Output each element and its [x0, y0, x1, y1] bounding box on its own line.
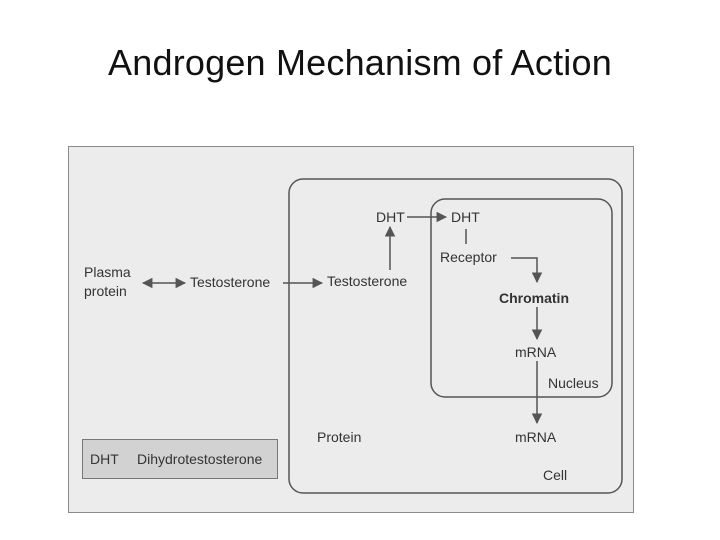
node-testosterone-outside: Testosterone — [190, 274, 271, 290]
label-cell: Cell — [543, 467, 568, 483]
cell-boundary — [289, 179, 622, 493]
node-plasma-protein-line2: protein — [84, 283, 127, 299]
node-dht-cytoplasm: DHT — [376, 209, 405, 225]
legend-abbreviation: DHT — [90, 451, 119, 467]
node-chromatin: Chromatin — [499, 290, 569, 306]
node-mrna-cell: mRNA — [515, 429, 557, 445]
node-receptor: Receptor — [440, 249, 497, 265]
diagram-figure — [68, 146, 634, 513]
arrow-receptor-to-chromatin — [511, 258, 537, 282]
node-plasma-protein-line1: Plasma — [84, 264, 131, 280]
node-mrna-nucleus: mRNA — [515, 344, 557, 360]
legend-box — [82, 439, 278, 479]
legend-definition: Dihydrotestosterone — [137, 451, 263, 467]
label-nucleus: Nucleus — [548, 375, 599, 391]
node-dht-nucleus: DHT — [451, 209, 480, 225]
node-protein: Protein — [317, 429, 362, 445]
node-testosterone-inside: Testosterone — [327, 273, 408, 289]
slide-title: Androgen Mechanism of Action — [108, 42, 612, 83]
